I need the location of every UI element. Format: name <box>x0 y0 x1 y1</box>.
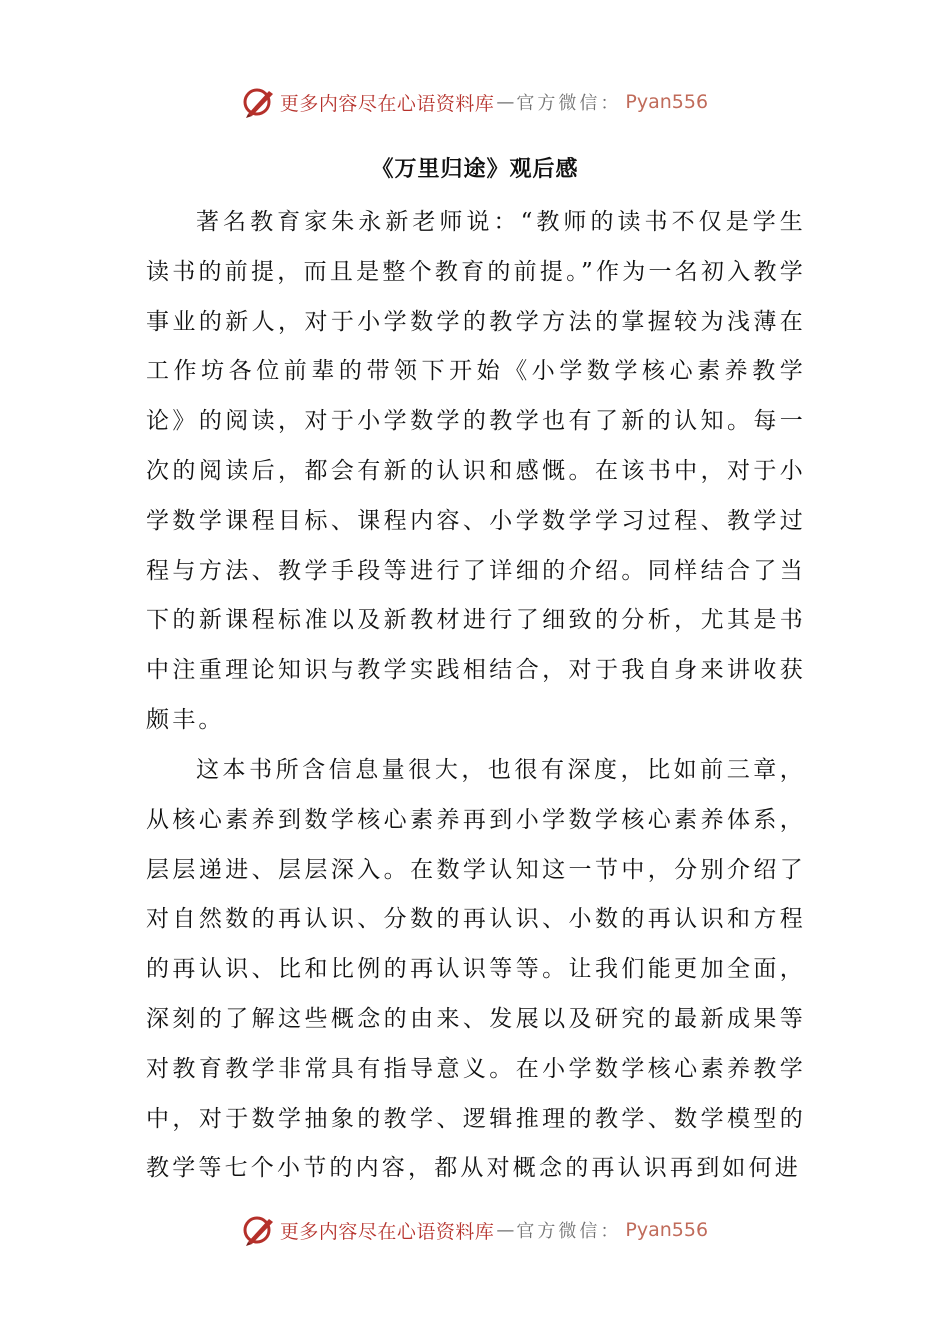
wechat-id: Pyan556 <box>625 1219 709 1241</box>
wechat-label: 官方微信： <box>516 1221 622 1242</box>
header-watermark-banner <box>0 82 950 122</box>
brand-text: 更多内容尽在心语资料库 <box>279 92 495 115</box>
wechat-id: Pyan556 <box>625 91 709 113</box>
pen-circle-icon <box>242 1213 276 1247</box>
body-paragraph-2: 这本书所含信息量很大，也很有深度，比如前三章，从核心素养到数学核心素养再到小学数学核心素养体系，层层递进、层层深入。在数学认知这一节中，分别介绍了对自然数的再认识、分数的再认识、小数的再认识和方程的再认识、比和比例的再认识等等。让我们能更加全面，深刻的了解这些概念的由来、发展以及研究的最新成果等对教育教学非常具有指导意义。在小学数学核心素养教学中，对于数学抽象的教学、逻辑推理的教学、数学模型的教学等七个小节的内容，都从对概念的再认识再到如何进 <box>146 757 806 1182</box>
body-paragraph-1: 著名教育家朱永新老师说：“教师的读书不仅是学生读书的前提，而且是整个教育的前提。”作为一名初入教学事业的新人，对于小学数学的教学方法的掌握较为浅薄在工作坊各位前辈的带领下开始《小学数学核心素养教学论》的阅读，对于小学数学的教学也有了新的认知。每一次的阅读后，都会有新的认识和感慨。在该书中，对于小学数学课程目标、课程内容、小学数学学习过程、教学过程与方法、教学手段等进行了详细的介绍。同样结合了当下的新课程标准以及新教材进行了细致的分析，尤其是书中注重理论知识与教学实践相结合，对于我自身来讲收获颇丰。 <box>146 209 806 733</box>
brand-text: 更多内容尽在心语资料库 <box>279 1220 495 1243</box>
banner-dash: — <box>496 91 515 113</box>
pen-circle-icon <box>242 85 276 119</box>
wechat-label: 官方微信： <box>516 93 622 114</box>
footer-watermark-banner <box>0 1210 950 1250</box>
document-title: 《万里归途》观后感 <box>371 156 579 182</box>
banner-dash: — <box>496 1219 515 1241</box>
